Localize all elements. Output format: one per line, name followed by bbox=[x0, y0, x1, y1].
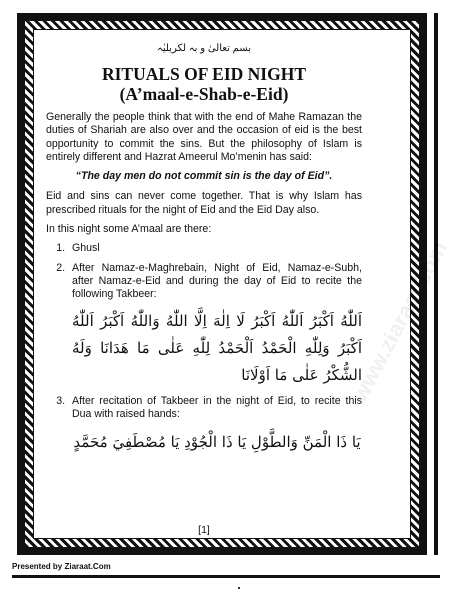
amaal-intro-paragraph: In this night some A’maal are there: bbox=[46, 223, 212, 236]
quote-line: “The day men do not commit sin is the day of Eid”. bbox=[75, 170, 333, 183]
page-subtitle: (A’maal-e-Shab-e-Eid) bbox=[119, 84, 289, 104]
footer-dot bbox=[238, 587, 240, 589]
intro-paragraph: Generally the people think that with the end of Mahe Ramazan the duties of Shariah are also over and the occasion of eid is the best opportunity to commit the sins. But the philosophy of Islam is entirely different and Hazrat Ameerul Mo’menin has said: bbox=[46, 111, 362, 163]
list-item-dua bbox=[68, 395, 362, 457]
page-title: RITUALS OF EID NIGHT bbox=[101, 64, 307, 84]
list-item-text: After Namaz-e-Maghrebain, Night of Eid, Namaz-e-Subh, after Namaz-e-Eid and during the day of Eid to recite the following Takbeer: bbox=[72, 261, 362, 301]
list-item-ghusl bbox=[68, 242, 362, 255]
document-page bbox=[46, 40, 362, 536]
footer-rule bbox=[12, 575, 440, 578]
page-number: [1] bbox=[198, 524, 210, 536]
amaal-list bbox=[46, 242, 362, 456]
next-page-edge bbox=[434, 13, 438, 555]
dua-arabic-text: يَا ذَا الْمَنِّ وَالطَّوْلِ يَا ذَا الْجُوْدِ يَا مُصْطَفِيَ مُحَمَّدٍ bbox=[73, 433, 361, 452]
list-item-text: After recitation of Takbeer in the night of Eid, to recite this Dua with raised hands: bbox=[72, 394, 362, 420]
footer-credit: Presented by Ziaraat.Com bbox=[12, 562, 111, 571]
takbeer-arabic-text: اَللّٰهُ اَكْبَرُ اَللّٰهُ اَكْبَرُ لَا اِلٰهَ اِلَّا اللّٰهُ وَاللّٰهُ اَكْبَرُ اَللّٰهُ اَكْبَرُ وَلِلّٰهِ الْحَمْدُ اَلْحَمْدُ لِلّٰهِ عَلٰى مَا هَدَانَا وَلَهُ الشُّكْرُ عَلٰى مَا اَوْلَانَا bbox=[72, 311, 362, 384]
bismillah-heading: بسم تعالیٰ و بہ لکریلیٰہ bbox=[156, 43, 252, 54]
list-item-text: Ghusl bbox=[72, 242, 100, 255]
eid-sins-paragraph: Eid and sins can never come together. That is why Islam has prescribed rituals for the night of Eid and the Eid Day also. bbox=[46, 190, 362, 216]
list-item-takbeer bbox=[68, 262, 362, 389]
